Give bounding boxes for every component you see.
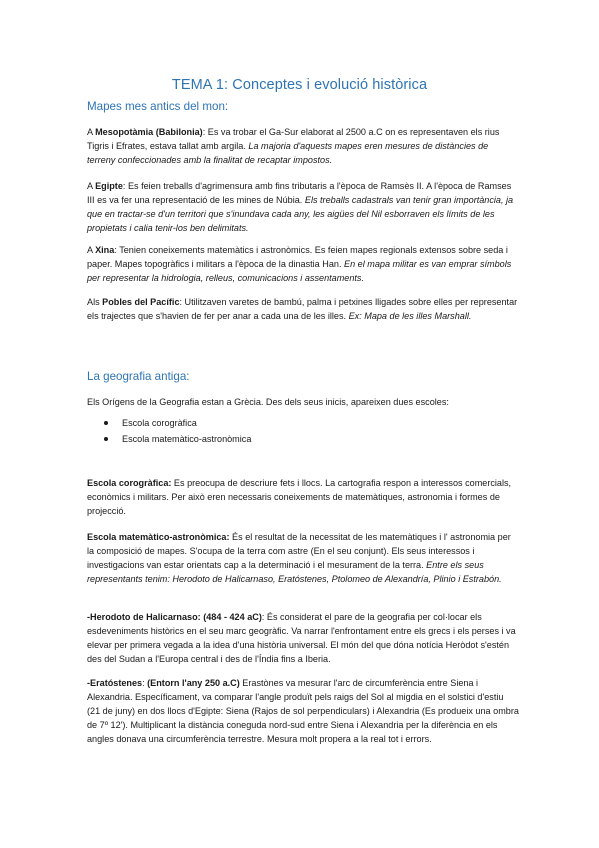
section-heading-maps: Mapes mes antics del mon: <box>87 100 229 113</box>
paragraph-escola-matematica: Escola matemàtico-astronòmica: És el resultat de la necessitat de les matemàtiques i l' astronomia per la composició de mapes. S'ocupa de la terra com astre (En el seu conjunt). Els seus interessos i investigacions van estar orientats cap a la determinació i el mesurament de la terra. Entre els seus representants tenim: Herodoto de Halicarnaso, Eratóstenes, Ptolomeo de Alexandría, Plinio i Estrabón. <box>87 532 511 584</box>
paragraph-intro: Els Orígens de la Geografia estan a Grècia. Des dels seus inicis, apareixen dues escoles: <box>87 397 449 407</box>
paragraph-eratostenes: -Eratóstenes: (Entorn l'any 250 a.C) Erastònes va mesurar l'arc de circumferència entre Siena i Alexandria. Específicament, va comparar l'angle produït pels raigs del Sol al migdia en el solstici d'estiu (21 de juny) en dos llocs d'Egipte: Siena (Rajos de sol perpendiculars) i Alexandria (Es produeix una ombra de 7º 12'). Multiplicant la distància coneguda nord-sud entre Siena i Alexandria per la diferència en els angles donava una circumferència terrestre. Mesura molt propera a la real tot i errors. <box>87 678 519 744</box>
schools-list <box>104 415 251 447</box>
paragraph-xina: A Xina: Tenien coneixements matemàtics i astronòmics. Es feien mapes regionals extensos sobre seda i paper. Mapes topogràfics i militars a l'època de la dinastia Han. En el mapa militar es van emprar símbols per representar la hidrologia, relleus, comunicacions i assentaments. <box>87 245 512 283</box>
paragraph-pacific: Als Pobles del Pacífic: Utilitzaven varetes de bambú, palma i petxines lligades sobre elles per representar els trajectes que s'havien de fer per anar a cada una de les illes. Ex: Mapa de les illes Marshall. <box>87 297 518 321</box>
paragraph-mesopotamia: A Mesopotàmia (Babilonia): Es va trobar el Ga-Sur elaborat al 2500 a.C on es representaven els rius Tigris i Efrates, estava tallat amb argila. La majoria d'aquests mapes eren mesures de distàncies de terreny confeccionades amb la finalitat de recaptar impostos. <box>87 127 500 165</box>
paragraph-herodoto: -Herodoto de Halicarnaso: (484 - 424 aC): És considerat el pare de la geografia per col·locar els esdeveniments històrics en el seu marc geogràfic. Va narrar l'enfrontament entre els grecs i els perses i va elevar per primera vegada a la idea d'una història universal. El món del que dóna notícia Heròdot s'estén des del Sudan a l'Europa central i des de l'Índia fins a Iberia. <box>87 612 516 664</box>
section-heading-geografia-antiga: La geografia antiga: <box>87 370 190 383</box>
list-item: Escola corogràfica <box>104 415 251 431</box>
paragraph-escola-corografica: Escola corogràfica: Es preocupa de descriure fets i llocs. La cartografia respon a interessos comercials, econòmics i militars. Per això eren necessaris coneixements de matemàtiques, astronomia i formes de projecció. <box>87 478 512 516</box>
page-title: TEMA 1: Conceptes i evolució històrica <box>171 77 428 93</box>
list-item: Escola matemàtico-astronòmica <box>104 431 251 447</box>
paragraph-egipte: A Egipte: Es feien treballs d'agrimensura amb fins tributaris a l'època de Ramsès II. A l'època de Ramses III es va fer una representació de les mines de Núbia. Els treballs cadastrals van tenir gran importància, ja que en tractar-se d'un territori que s'inundava cada any, les aigües del Nil esborraven els límits de les propietats i calia tenir-los ben delimitats. <box>87 181 514 233</box>
